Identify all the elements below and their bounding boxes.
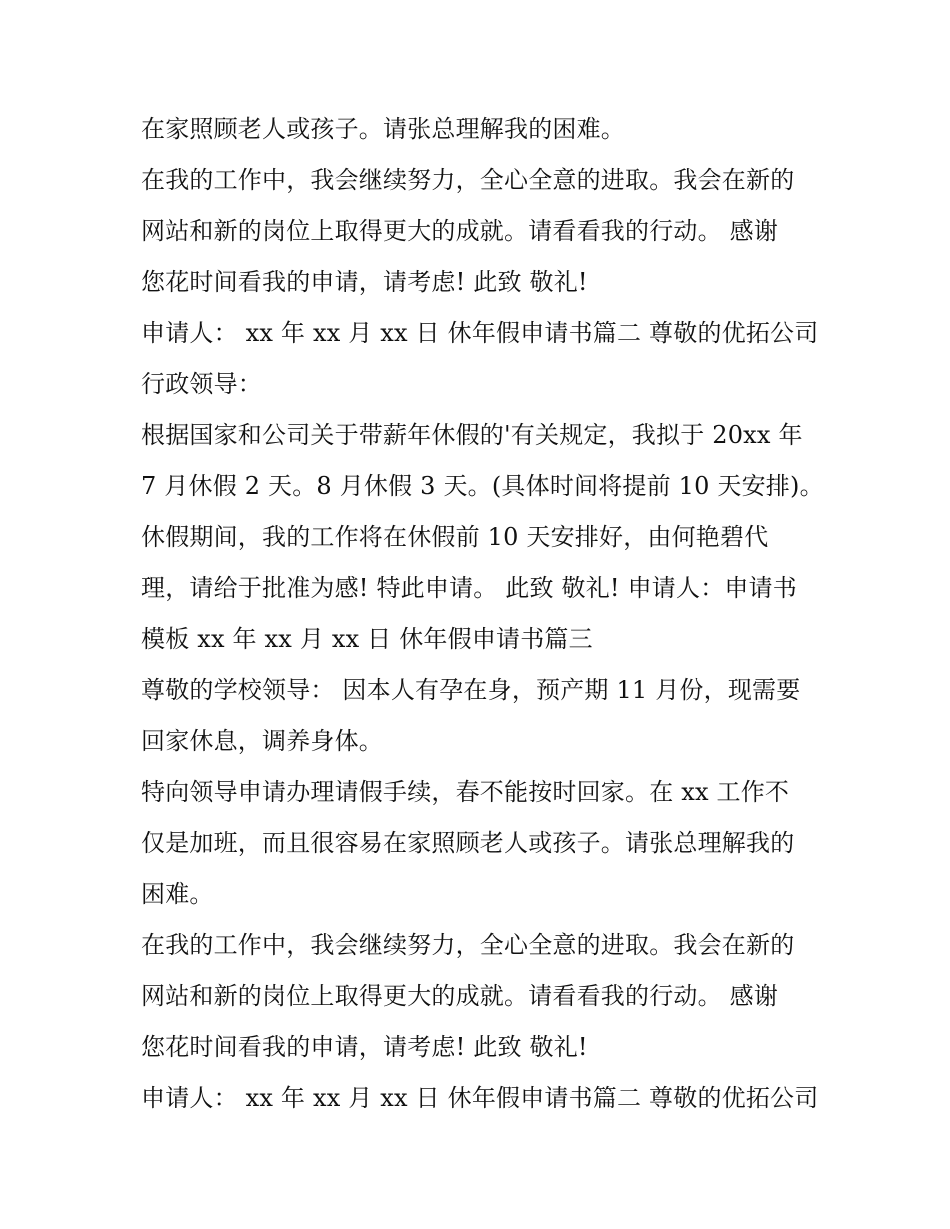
text-line: 模板 xx 年 xx 月 xx 日 休年假申请书篇三 xyxy=(141,625,593,653)
text-line: 困难。 xyxy=(141,880,214,908)
text-line: 行政领导： xyxy=(141,370,262,398)
text-line: 回家休息，调养身体。 xyxy=(141,727,383,755)
text-line: 根据国家和公司关于带薪年休假的'有关规定，我拟于 20xx 年 xyxy=(141,421,803,449)
text-line: 在我的工作中，我会继续努力，全心全意的进取。我会在新的 xyxy=(141,166,795,194)
text-line: 在我的工作中，我会继续努力，全心全意的进取。我会在新的 xyxy=(141,931,795,959)
text-line: 申请人： xx 年 xx 月 xx 日 休年假申请书篇二 尊敬的优拓公司 xyxy=(141,319,819,347)
text-line: 理，请给于批准为感! 特此申请。 此致 敬礼! 申请人：申请书 xyxy=(141,574,798,602)
text-line: 网站和新的岗位上取得更大的成就。请看看我的行动。 感谢 xyxy=(141,217,779,245)
text-line: 您花时间看我的申请，请考虑! 此致 敬礼! xyxy=(141,268,588,296)
text-line: 尊敬的学校领导： 因本人有孕在身，预产期 11 月份，现需要 xyxy=(141,676,801,704)
text-line: 7 月休假 2 天。8 月休假 3 天。(具体时间将提前 10 天安排)。 xyxy=(141,472,824,500)
text-line: 在家照顾老人或孩子。请张总理解我的困难。 xyxy=(141,115,625,143)
text-line: 休假期间，我的工作将在休假前 10 天安排好，由何艳碧代 xyxy=(141,523,769,551)
text-line: 仅是加班，而且很容易在家照顾老人或孩子。请张总理解我的 xyxy=(141,829,795,857)
document-body xyxy=(141,104,841,1124)
text-line: 您花时间看我的申请，请考虑! 此致 敬礼! xyxy=(141,1033,588,1061)
text-line: 特向领导申请办理请假手续，春不能按时回家。在 xx 工作不 xyxy=(141,778,790,806)
text-line: 申请人： xx 年 xx 月 xx 日 休年假申请书篇二 尊敬的优拓公司 xyxy=(141,1084,819,1112)
text-line: 网站和新的岗位上取得更大的成就。请看看我的行动。 感谢 xyxy=(141,982,779,1010)
